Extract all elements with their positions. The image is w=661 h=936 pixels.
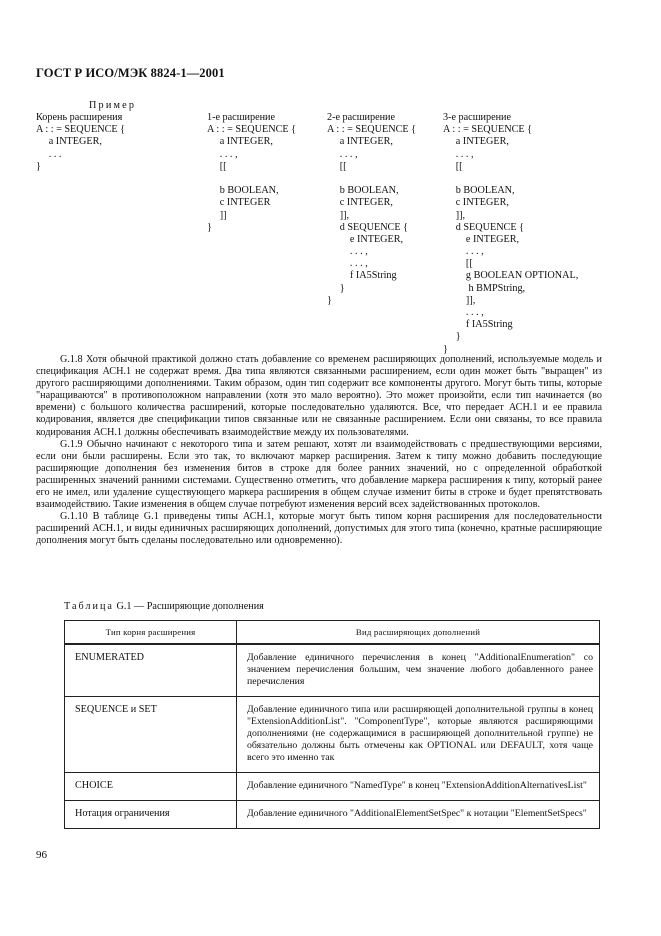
table-row [65,801,600,829]
table-cell-type: Нотация ограничения [65,801,237,829]
code-line: 2-е расширение [327,112,396,123]
code-line: A : : = SEQUENCE { [327,124,417,136]
table-row [65,644,600,697]
code-line: e INTEGER, [327,233,404,245]
table-caption-title: G.1 — Расширяющие дополнения [116,601,264,612]
code-line [443,173,578,185]
code-line: [[ [443,258,473,270]
table-row [65,697,600,773]
table-caption [64,601,264,612]
code-line: A : : = SEQUENCE { [36,124,126,136]
table-cell-type: ENUMERATED [65,644,237,697]
code-line: } [443,343,448,355]
code-line: . . . , [443,246,484,258]
example-heading: Пример [89,100,137,111]
code-line: } [207,221,212,233]
code-line: 3-е расширение [443,112,512,123]
code-line: h BMPString, [443,282,526,294]
code-line: ]], [443,209,466,221]
paragraph-g-1-9: G.1.9 Обычно начинают с некоторого типа и затем решают, хотят ли взаимодействовать с предшествующими версиями, если они были расширены. Если это так, то включают маркер расширения. Затем к типу можно добавить последующие расширяющие дополнения без изменения битов в строке для более ранних значений, но с определенной обработкой расширенных значений ранними системами. Существенно отметить, что добавление маркера расширения к типу, который ранее его не имел, или удаление существующего маркера расширения в общем случае изменит биты в строке и будет препятствовать взаимодействию. Такие изменения в общем случае потребуют изменения версий всех задействованных протоколов. [36,438,602,511]
code-line: c INTEGER, [327,197,393,209]
example-column-ext1 [207,112,296,234]
code-line: ]], [327,209,350,221]
code-line: } [36,160,41,172]
code-line: b BOOLEAN, [327,185,399,197]
table-header-addition-kind: Вид расширяющих дополнений [237,621,600,645]
table-cell-description: Добавление единичного типа или расширяющей дополнительной группы в конец "ExtensionAdditionList". "ComponentType", которые являются расширяющими дополнениями (не содержащимися в расширяющей дополнительной группе) не обязательно должны быть отмечены как OPTIONAL или DEFAULT, хотя чаще всего это именно так [237,697,600,773]
code-line: c INTEGER, [443,197,509,209]
code-line: . . . , [443,148,474,160]
code-line: e INTEGER, [443,233,520,245]
body-text [36,354,602,548]
code-line: . . . , [207,148,238,160]
code-line: [[ [327,160,347,172]
code-line [327,173,416,185]
paragraph-g-1-10: G.1.10 В таблице G.1 приведены типы АСН.1, которые могут быть типом корня расширения для последовательности расширений АСН.1, и виды единичных расширяющих дополнений, допустимых для этого типа (конечно, кратные расширяющие дополнения могут быть сделаны последовательно или одновременно). [36,511,602,547]
code-line: b BOOLEAN, [443,185,515,197]
code-line: a INTEGER, [327,136,393,148]
code-line: b BOOLEAN, [207,185,279,197]
table-row [65,773,600,801]
code-line: ]], [443,294,476,306]
extension-table [64,620,600,829]
code-line: f IA5String [443,319,513,331]
code-line: . . . , [327,148,358,160]
code-line: d SEQUENCE { [443,221,525,233]
code-line: 1-е расширение [207,112,276,123]
example-column-root [36,112,125,173]
document-header: ГОСТ Р ИСО/МЭК 8824-1—2001 [36,66,225,80]
table-cell-description: Добавление единичного "AdditionalElementSetSpec" к нотации "ElementSetSpecs" [237,801,600,829]
code-line: a INTEGER, [207,136,273,148]
table-cell-type: SEQUENCE и SET [65,697,237,773]
code-line: a INTEGER, [443,136,509,148]
table-cell-type: CHOICE [65,773,237,801]
code-line: . . . , [327,258,368,270]
table-caption-prefix: Таблица [64,601,114,612]
table-header-root-type: Тип корня расширения [65,621,237,645]
paragraph-g-1-8: G.1.8 Хотя обычной практикой должно стать добавление со временем расширяющих дополнений, используемые модель и спецификация АСН.1 не содержат время. Два типа являются связанными расширением, если один может быть "выращен" из другого расширяющими дополнениями. Таким образом, один тип содержит все компоненты другого. Могут быть типы, которые "наращиваются" в противоположном направлении (хотя это мало вероятно). Это может произойти, если тип начинается (во времени) с большого количества расширений, которые последовательно удаляются. Все, что передает АСН.1 и ее правила кодирования, является две спецификации типов связанные или не связанные расширением. Если они связаны, то все правила кодирования АСН.1 должны обеспечивать взаимодействие между их пользователями. [36,354,602,438]
code-line: } [327,282,345,294]
code-line: A : : = SEQUENCE { [443,124,533,136]
table-header-row [65,621,600,645]
table-cell-description: Добавление единичного перечисления в конец "AdditionalEnumeration" со значением перечисления большим, чем значение любого добавленного ранее перечисления [237,644,600,697]
example-column-ext2 [327,112,416,307]
code-line: [[ [207,160,227,172]
code-line: } [443,331,461,343]
code-line: a INTEGER, [36,136,102,148]
code-line [207,173,296,185]
page-number: 96 [36,849,47,861]
code-line: [[ [443,160,463,172]
code-line: Корень расширения [36,112,123,123]
code-line: . . . , [327,246,368,258]
code-line: f IA5String [327,270,397,282]
code-line: c INTEGER [207,197,271,209]
code-line: . . . [36,148,62,160]
code-line: ]] [207,209,227,221]
code-line: g BOOLEAN OPTIONAL, [443,270,579,282]
example-column-ext3 [443,112,578,356]
code-line: } [327,294,332,306]
code-line: A : : = SEQUENCE { [207,124,297,136]
code-line: . . . , [443,307,484,318]
table-cell-description: Добавление единичного "NamedType" в конец "ExtensionAdditionAlternativesList" [237,773,600,801]
code-line: d SEQUENCE { [327,221,409,233]
